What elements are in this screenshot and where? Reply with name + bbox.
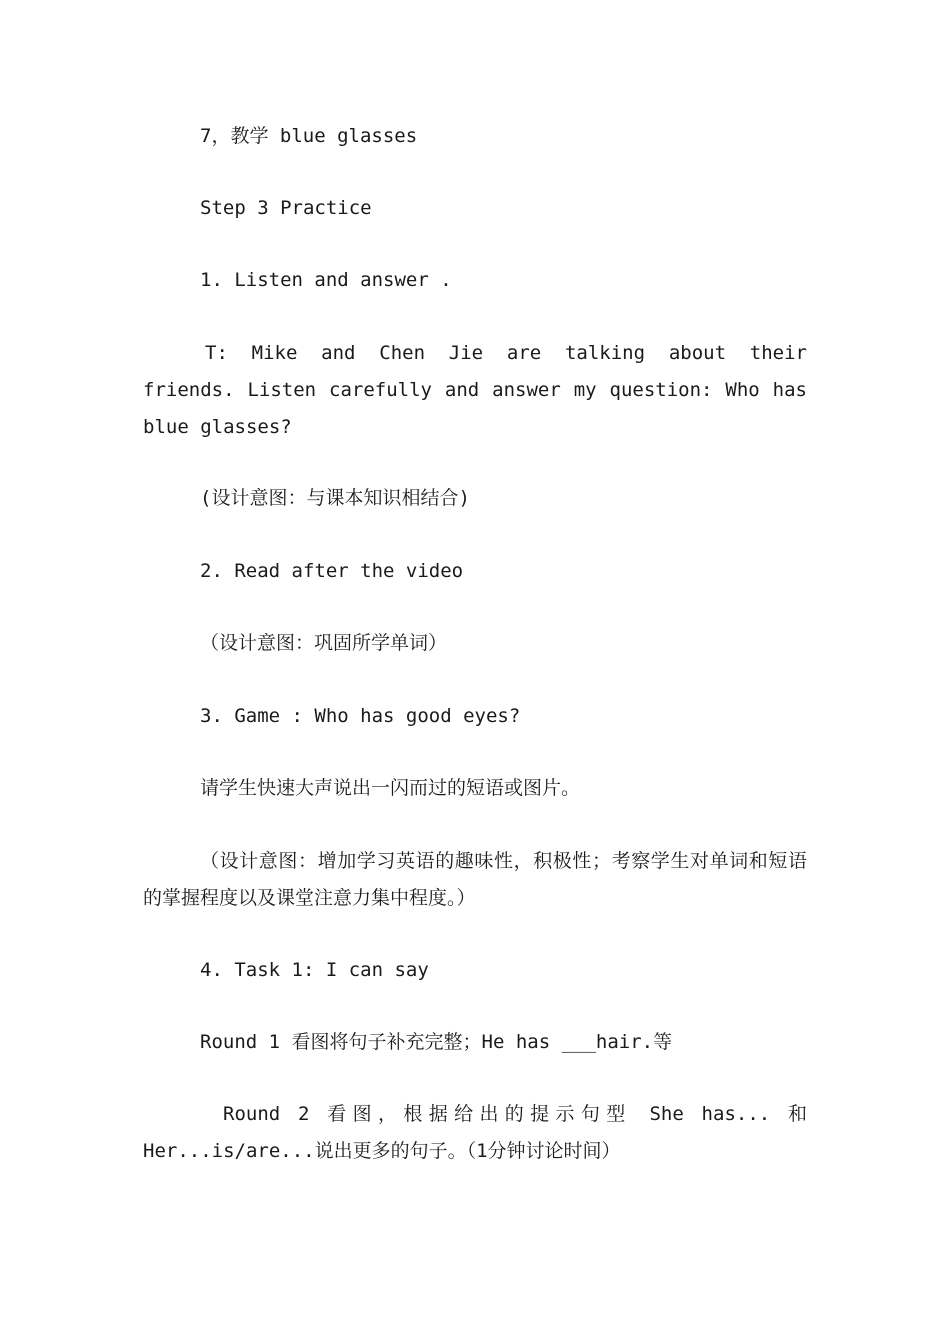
paragraph-teach-blue-glasses: 7，教学 blue glasses xyxy=(200,125,418,147)
paragraph-teacher-question: T: Mike and Chen Jie are talking about their friends. Listen carefully and answer my question: Who has blue glasses? xyxy=(143,342,819,438)
paragraph-game-good-eyes: 3. Game : Who has good eyes? xyxy=(200,705,521,727)
paragraph-task-1: 4. Task 1: I can say xyxy=(200,959,429,981)
paragraph-round-2: Round 2 看图，根据给出的提示句型 She has... 和 Her...is/are...说出更多的句子。（1分钟讨论时间） xyxy=(143,1103,819,1162)
paragraph-design-intent-2: （设计意图：巩固所学单词） xyxy=(200,632,448,654)
paragraph-round-1: Round 1 看图将句子补充完整；He has ___hair.等 xyxy=(200,1031,673,1053)
paragraph-listen-and-answer: 1. Listen and answer . xyxy=(200,269,452,291)
paragraph-step-3-practice: Step 3 Practice xyxy=(200,197,372,219)
paragraph-read-after-video: 2. Read after the video xyxy=(200,560,464,582)
paragraph-design-intent-1: (设计意图：与课本知识相结合) xyxy=(200,487,470,509)
paragraph-design-intent-3: （设计意图：增加学习英语的趣味性，积极性；考察学生对单词和短语的掌握程度以及课堂注意力集中程度。） xyxy=(143,850,807,909)
paragraph-game-instructions: 请学生快速大声说出一闪而过的短语或图片。 xyxy=(200,777,581,799)
